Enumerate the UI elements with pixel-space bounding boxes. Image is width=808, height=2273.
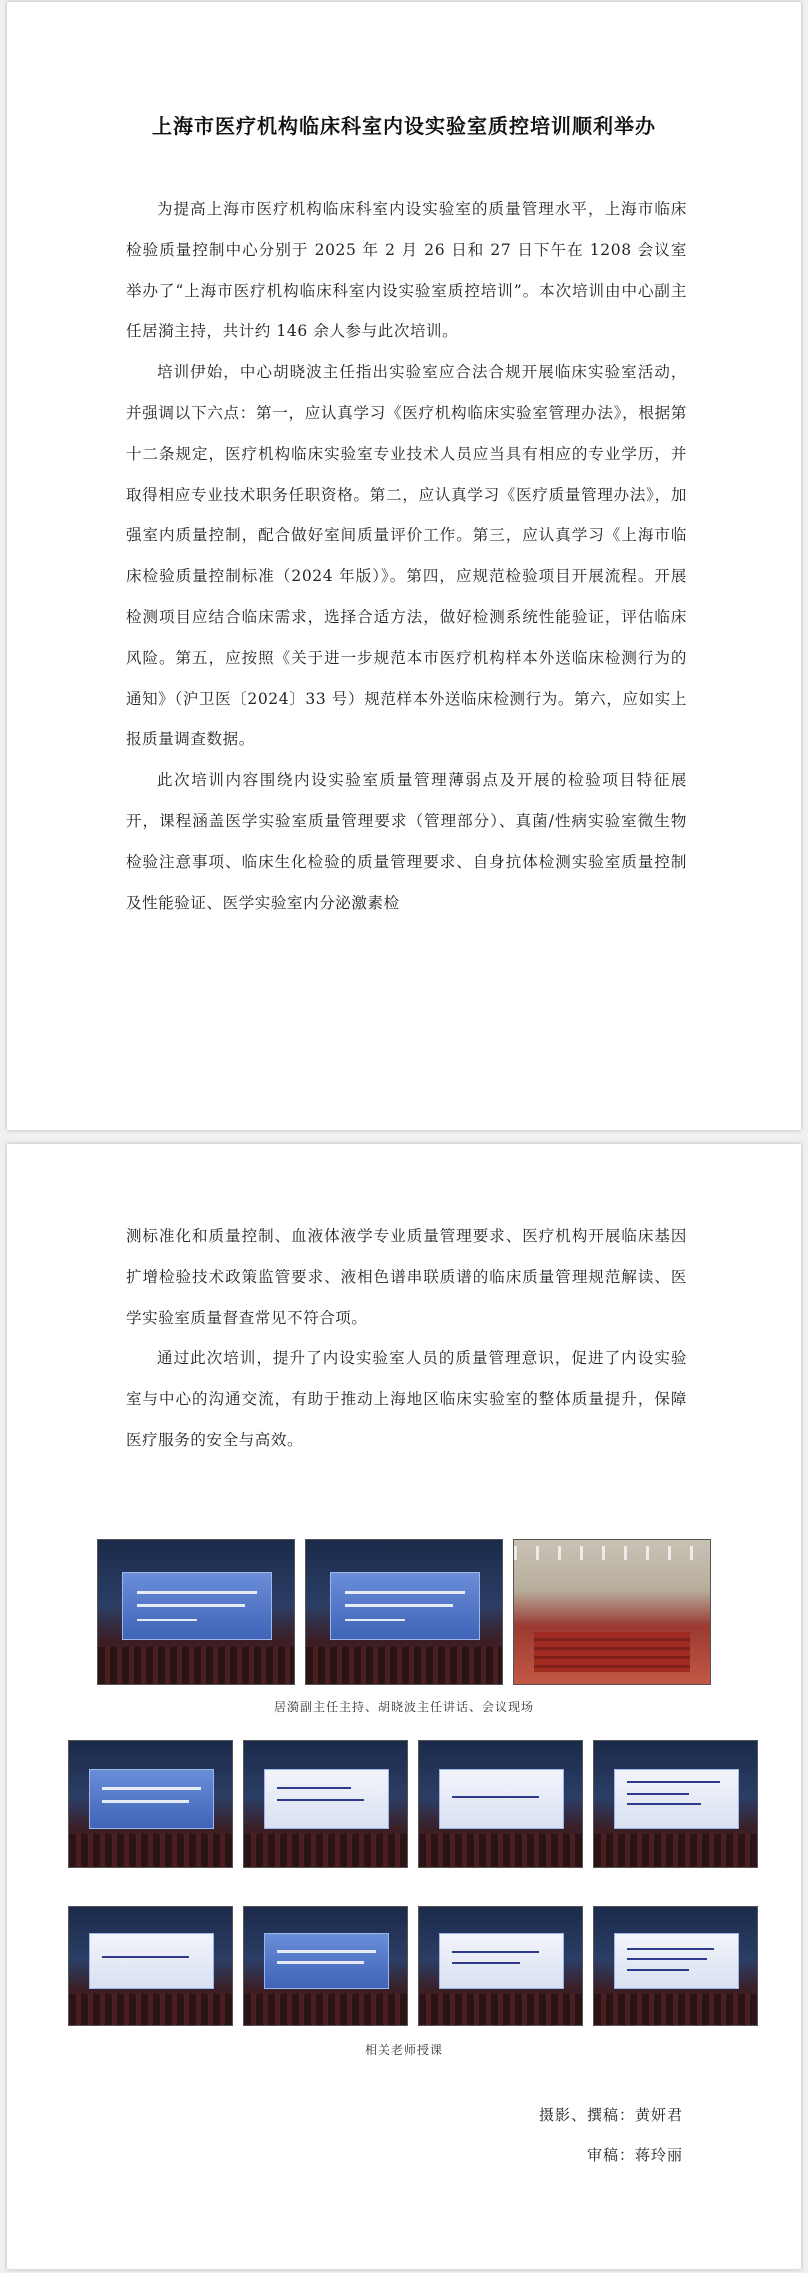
photo-lecture-3	[418, 1740, 583, 1868]
photo-venue	[513, 1539, 711, 1685]
photo-director-speaking	[305, 1539, 503, 1685]
caption-row1: 居漪副主任主持、胡晓波主任讲话、会议现场	[273, 1700, 534, 1714]
page2-body	[126, 1216, 687, 1461]
paragraph-director-speech: 培训伊始，中心胡晓波主任指出实验室应合法合规开展临床实验室活动，并强调以下六点：第一，应认真学习《医疗机构临床实验室管理办法》，根据第十二条规定，医疗机构临床实验室专业技术人员应当具有相应的专业学历，并取得相应专业技术职务任职资格。第二，应认真学习《医疗质量管理办法》，加强室内质量控制，配合做好室间质量评价工作。第三，应认真学习《上海市临床检验质量控制标准（2024 年版）》。第四，应规范检验项目开展流程。开展检测项目应结合临床需求，选择合适方法，做好检测系统性能验证，评估临床风险。第五，应按照《关于进一步规范本市医疗机构样本外送临床检测行为的通知》（沪卫医〔2024〕33 号）规范样本外送临床检测行为。第六，应如实上报质量调查数据。	[126, 363, 687, 749]
credit-photo-writer: 摄影、撰稿：黄妍君	[538, 2106, 683, 2124]
projection-screen	[330, 1572, 481, 1640]
paragraph-intro: 为提高上海市医疗机构临床科室内设实验室的质量管理水平，上海市临床检验质量控制中心分别于 2025 年 2 月 26 日和 27 日下午在 1208 会议室举办了“上海市医疗机构临床科室内设实验室质控培训”。本次培训由中心副主任居漪主持，共计约 146 余人参与此次培训。	[126, 200, 687, 341]
paragraph-course-content: 此次培训内容围绕内设实验室质量管理薄弱点及开展的检验项目特征展开，课程涵盖医学实验室质量管理要求（管理部分）、真菌/性病实验室微生物检验注意事项、临床生化检验的质量管理要求、自身抗体检测实验室质量控制及性能验证、医学实验室内分泌激素检	[126, 771, 687, 912]
photo-lecture-5	[68, 1906, 233, 2026]
photo-lecture-7	[418, 1906, 583, 2026]
paragraph-conclusion: 通过此次培训，提升了内设实验室人员的质量管理意识，促进了内设实验室与中心的沟通交流，有助于推动上海地区临床实验室的整体质量提升，保障医疗服务的安全与高效。	[126, 1349, 687, 1449]
photo-lecture-4	[593, 1740, 758, 1868]
paragraph-course-content-cont: 测标准化和质量控制、血液体液学专业质量管理要求、医疗机构开展临床基因扩增检验技术政策监管要求、液相色谱串联质谱的临床质量管理规范解读、医学实验室质量督查常见不符合项。	[126, 1227, 687, 1327]
photo-lecture-1	[68, 1740, 233, 1868]
caption-row2: 相关老师授课	[364, 2043, 443, 2057]
projection-screen	[122, 1572, 273, 1640]
photo-lecture-2	[243, 1740, 408, 1868]
document-page-2	[7, 1144, 801, 2269]
credit-reviewer: 审稿：蒋玲丽	[586, 2146, 683, 2164]
document-title: 上海市医疗机构临床科室内设实验室质控培训顺利举办	[152, 114, 656, 138]
page1-body	[126, 189, 687, 923]
photo-lecture-8	[593, 1906, 758, 2026]
document-page-1	[7, 2, 801, 1130]
photo-lecture-6	[243, 1906, 408, 2026]
photo-host-speaking	[97, 1539, 295, 1685]
